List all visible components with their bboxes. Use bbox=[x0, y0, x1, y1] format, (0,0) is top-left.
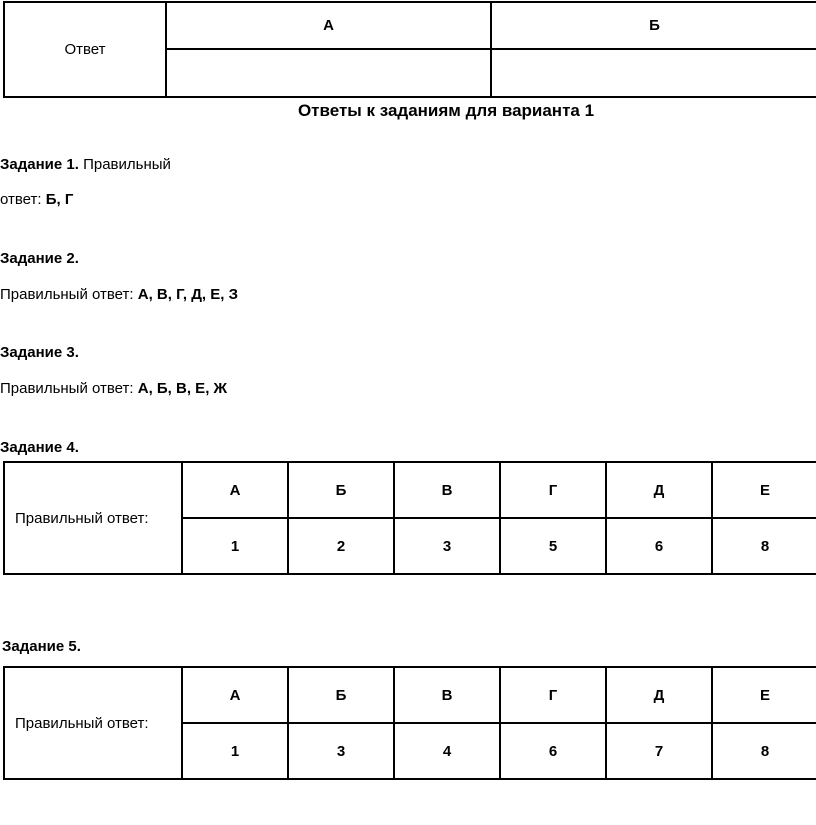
task2-answer: А, В, Г, Д, Е, З bbox=[137, 286, 238, 303]
task4-header-d: Д bbox=[606, 462, 712, 518]
task4-label: Правильный ответ: bbox=[4, 462, 182, 574]
task1-text2: ответ: bbox=[0, 191, 42, 208]
task5-header-d: Д bbox=[606, 667, 712, 723]
task4-value-g: 5 bbox=[500, 518, 606, 574]
task4-value-a: 1 bbox=[182, 518, 288, 574]
task2-heading: Задание 2. bbox=[0, 250, 79, 267]
task4-header-b: Б bbox=[288, 462, 394, 518]
task5-value-g: 6 bbox=[500, 723, 606, 779]
task5-label: Правильный ответ: bbox=[4, 667, 182, 779]
task5-table bbox=[3, 666, 816, 780]
task2-text: Правильный ответ: bbox=[0, 286, 134, 303]
task5-value-e: 8 bbox=[712, 723, 816, 779]
task1-heading: Задание 1. bbox=[0, 156, 79, 173]
task5-header-b: Б bbox=[288, 667, 394, 723]
task5-value-b: 3 bbox=[288, 723, 394, 779]
task4-value-d: 6 bbox=[606, 518, 712, 574]
task5-heading: Задание 5. bbox=[2, 638, 81, 655]
answer-cell-b bbox=[491, 49, 816, 97]
task3-heading: Задание 3. bbox=[0, 344, 79, 361]
task5-header-v: В bbox=[394, 667, 500, 723]
task5-value-v: 4 bbox=[394, 723, 500, 779]
task4-header-g: Г bbox=[500, 462, 606, 518]
task3-text: Правильный ответ: bbox=[0, 380, 134, 397]
task5-header-g: Г bbox=[500, 667, 606, 723]
header-cell-b: Б bbox=[491, 2, 816, 49]
task1-line1 bbox=[0, 156, 171, 173]
task4-value-b: 2 bbox=[288, 518, 394, 574]
task4-header-e: Е bbox=[712, 462, 816, 518]
page-title: Ответы к заданиям для варианта 1 bbox=[297, 101, 595, 120]
task3-answer: А, Б, В, Е, Ж bbox=[137, 380, 228, 397]
task5-header-a: А bbox=[182, 667, 288, 723]
task3-line bbox=[0, 380, 227, 397]
header-cell-a: А bbox=[166, 2, 491, 49]
task5-value-a: 1 bbox=[182, 723, 288, 779]
task5-header-e: Е bbox=[712, 667, 816, 723]
task4-value-e: 8 bbox=[712, 518, 816, 574]
answer-cell-a bbox=[166, 49, 491, 97]
task4-header-a: А bbox=[182, 462, 288, 518]
task1-answer: Б, Г bbox=[45, 191, 74, 208]
task4-table bbox=[3, 461, 816, 575]
answer-label-cell: Ответ bbox=[4, 2, 166, 97]
task5-value-d: 7 bbox=[606, 723, 712, 779]
task2-line bbox=[0, 286, 238, 303]
task4-value-v: 3 bbox=[394, 518, 500, 574]
task4-heading: Задание 4. bbox=[0, 439, 79, 456]
task1-line2 bbox=[0, 191, 73, 208]
task4-header-v: В bbox=[394, 462, 500, 518]
task1-text1: Правильный bbox=[83, 156, 171, 173]
top-answer-table bbox=[3, 1, 816, 98]
